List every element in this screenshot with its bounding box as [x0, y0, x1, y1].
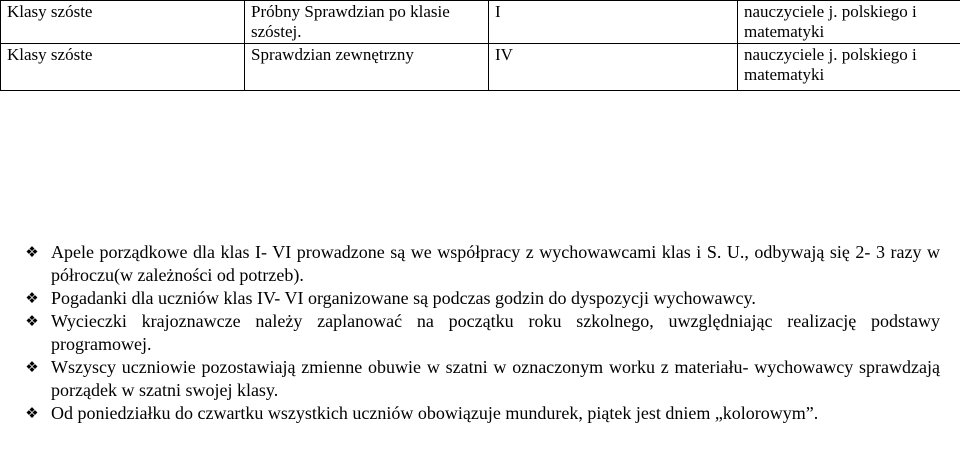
diamond-bullet-icon: ❖	[25, 243, 39, 261]
table-row	[1, 44, 960, 91]
list-item	[22, 287, 940, 310]
list-item	[22, 310, 940, 356]
responsible-cell: nauczyciele j. polskiego i matematyki	[738, 44, 960, 91]
audience-cell: Klasy szóste	[1, 1, 245, 44]
event-cell: Próbny Sprawdzian po klasie szóstej.	[245, 1, 489, 44]
schedule-table	[0, 0, 960, 91]
table-row	[1, 1, 960, 44]
rules-list	[22, 241, 940, 425]
term-cell: I	[489, 1, 738, 44]
diamond-bullet-icon: ❖	[25, 404, 39, 422]
diamond-bullet-icon: ❖	[25, 289, 39, 307]
rule-text: Apele porządkowe dla klas I- VI prowadzone są we współpracy z wychowawcami klas i S. U., odbywają się 2- 3 razy w półroczu(w zależności od potrzeb).	[51, 242, 940, 285]
responsible-cell: nauczyciele j. polskiego i matematyki	[738, 1, 960, 44]
rule-text: Wycieczki krajoznawcze należy zaplanować na początku roku szkolnego, uwzględniając realizację podstawy programowej.	[51, 311, 940, 354]
list-item	[22, 356, 940, 402]
diamond-bullet-icon: ❖	[25, 312, 39, 330]
diamond-bullet-icon: ❖	[25, 358, 39, 376]
list-item	[22, 241, 940, 287]
rule-text: Pogadanki dla uczniów klas IV- VI organizowane są podczas godzin do dyspozycji wychowawcy.	[51, 288, 756, 308]
rule-text: Od poniedziałku do czwartku wszystkich uczniów obowiązuje mundurek, piątek jest dniem „kolorowym”.	[51, 403, 819, 423]
audience-cell: Klasy szóste	[1, 44, 245, 91]
list-item	[22, 402, 940, 425]
event-cell: Sprawdzian zewnętrzny	[245, 44, 489, 91]
rule-text: Wszyscy uczniowie pozostawiają zmienne obuwie w szatni w oznaczonym worku z materiału- wychowawcy sprawdzają porządek w szatni swojej klasy.	[51, 357, 940, 400]
term-cell: IV	[489, 44, 738, 91]
